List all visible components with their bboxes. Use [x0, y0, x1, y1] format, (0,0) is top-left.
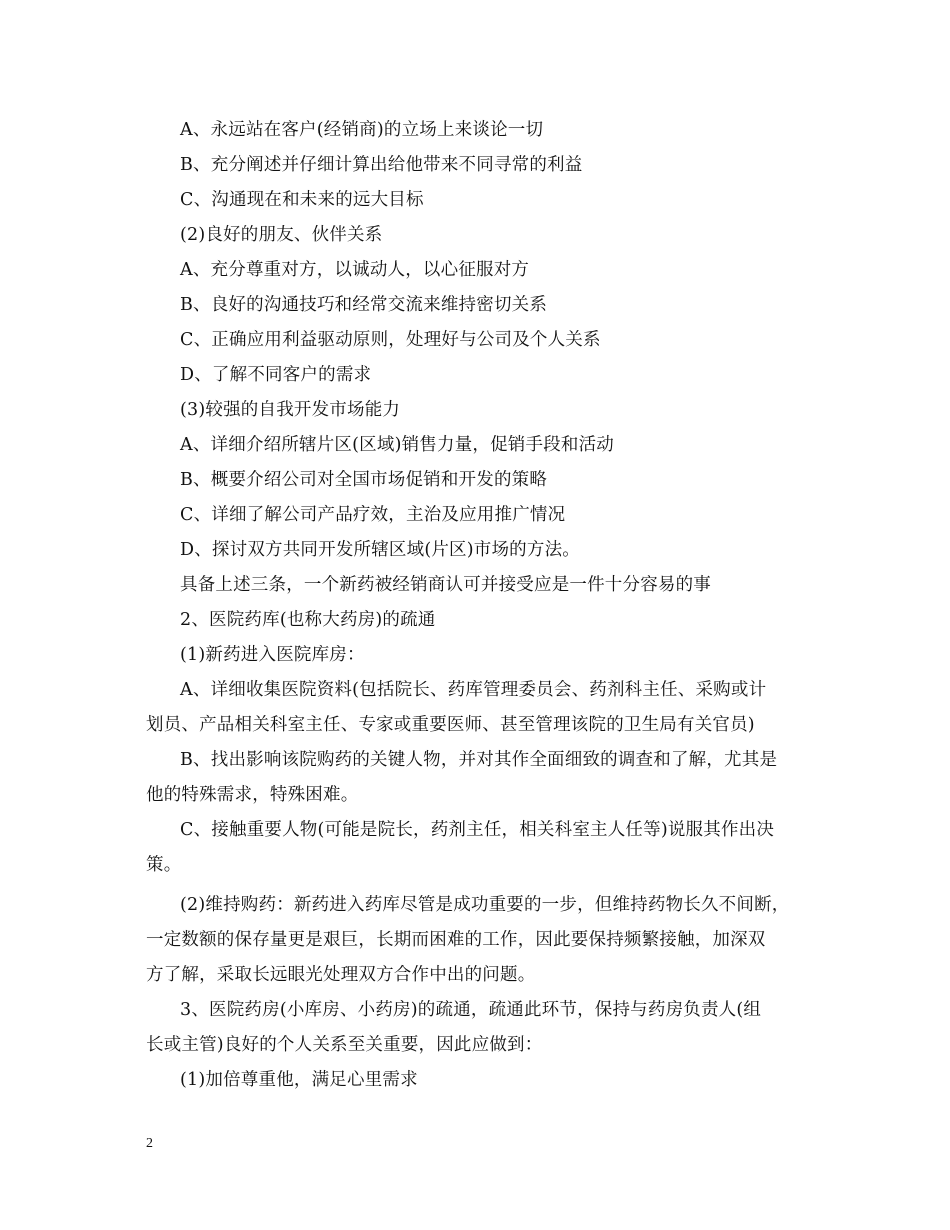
page-number: 2 — [146, 1136, 153, 1151]
text-line: D、探讨双方共同开发所辖区域(片区)市场的方法。 — [180, 540, 580, 560]
text-line: A、永远站在客户(经销商)的立场上来谈论一切 — [180, 120, 544, 140]
paragraph-line: C、接触重要人物(可能是院长，药剂主任，相关科室主人任等)说服其作出决 — [180, 820, 775, 840]
text-line: (3)较强的自我开发市场能力 — [180, 400, 401, 420]
paragraph-line: 策。 — [146, 855, 182, 875]
text-line: A、详细介绍所辖片区(区域)销售力量，促销手段和活动 — [180, 435, 614, 455]
text-line: 具备上述三条，一个新药被经销商认可并接受应是一件十分容易的事 — [180, 575, 711, 595]
text-line: C、正确应用利益驱动原则，处理好与公司及个人关系 — [180, 330, 601, 350]
text-line: B、概要介绍公司对全国市场促销和开发的策略 — [180, 470, 548, 490]
text-line: (2)良好的朋友、伙伴关系 — [180, 225, 383, 245]
paragraph-line: 他的特殊需求，特殊困难。 — [146, 785, 359, 805]
paragraph-line: 一定数额的保存量更是艰巨，长期而困难的工作，因此要保持频繁接触，加深双 — [146, 930, 766, 950]
paragraph-line: A、详细收集医院资料(包括院长、药库管理委员会、药剂科主任、采购或计 — [180, 680, 767, 700]
paragraph-line: 3、医院药房(小库房、小药房)的疏通，疏通此环节，保持与药房负责人(组 — [180, 1000, 762, 1020]
text-line: C、沟通现在和未来的远大目标 — [180, 190, 424, 210]
text-line: (1)新药进入医院库房： — [180, 645, 365, 665]
text-line: (1)加倍尊重他，满足心里需求 — [180, 1070, 418, 1090]
text-line: A、充分尊重对方，以诚动人，以心征服对方 — [180, 260, 530, 280]
paragraph-line: 长或主管)良好的个人关系至关重要，因此应做到： — [146, 1035, 543, 1055]
text-line: D、了解不同客户的需求 — [180, 365, 372, 385]
paragraph-line: (2)维持购药：新药进入药库尽管是成功重要的一步，但维持药物长久不间断， — [180, 895, 790, 915]
paragraph-line: 方了解，采取长远眼光处理双方合作中出的问题。 — [146, 965, 536, 985]
text-line: 2、医院药库(也称大药房)的疏通 — [180, 610, 436, 630]
text-line: C、详细了解公司产品疗效，主治及应用推广情况 — [180, 505, 566, 525]
text-line: B、充分阐述并仔细计算出给他带来不同寻常的利益 — [180, 155, 583, 175]
paragraph-line: 划员、产品相关科室主任、专家或重要医师、甚至管理该院的卫生局有关官员) — [146, 715, 755, 735]
text-line: B、良好的沟通技巧和经常交流来维持密切关系 — [180, 295, 548, 315]
paragraph-line: B、找出影响该院购药的关键人物，并对其作全面细致的调查和了解，尤其是 — [180, 750, 778, 770]
